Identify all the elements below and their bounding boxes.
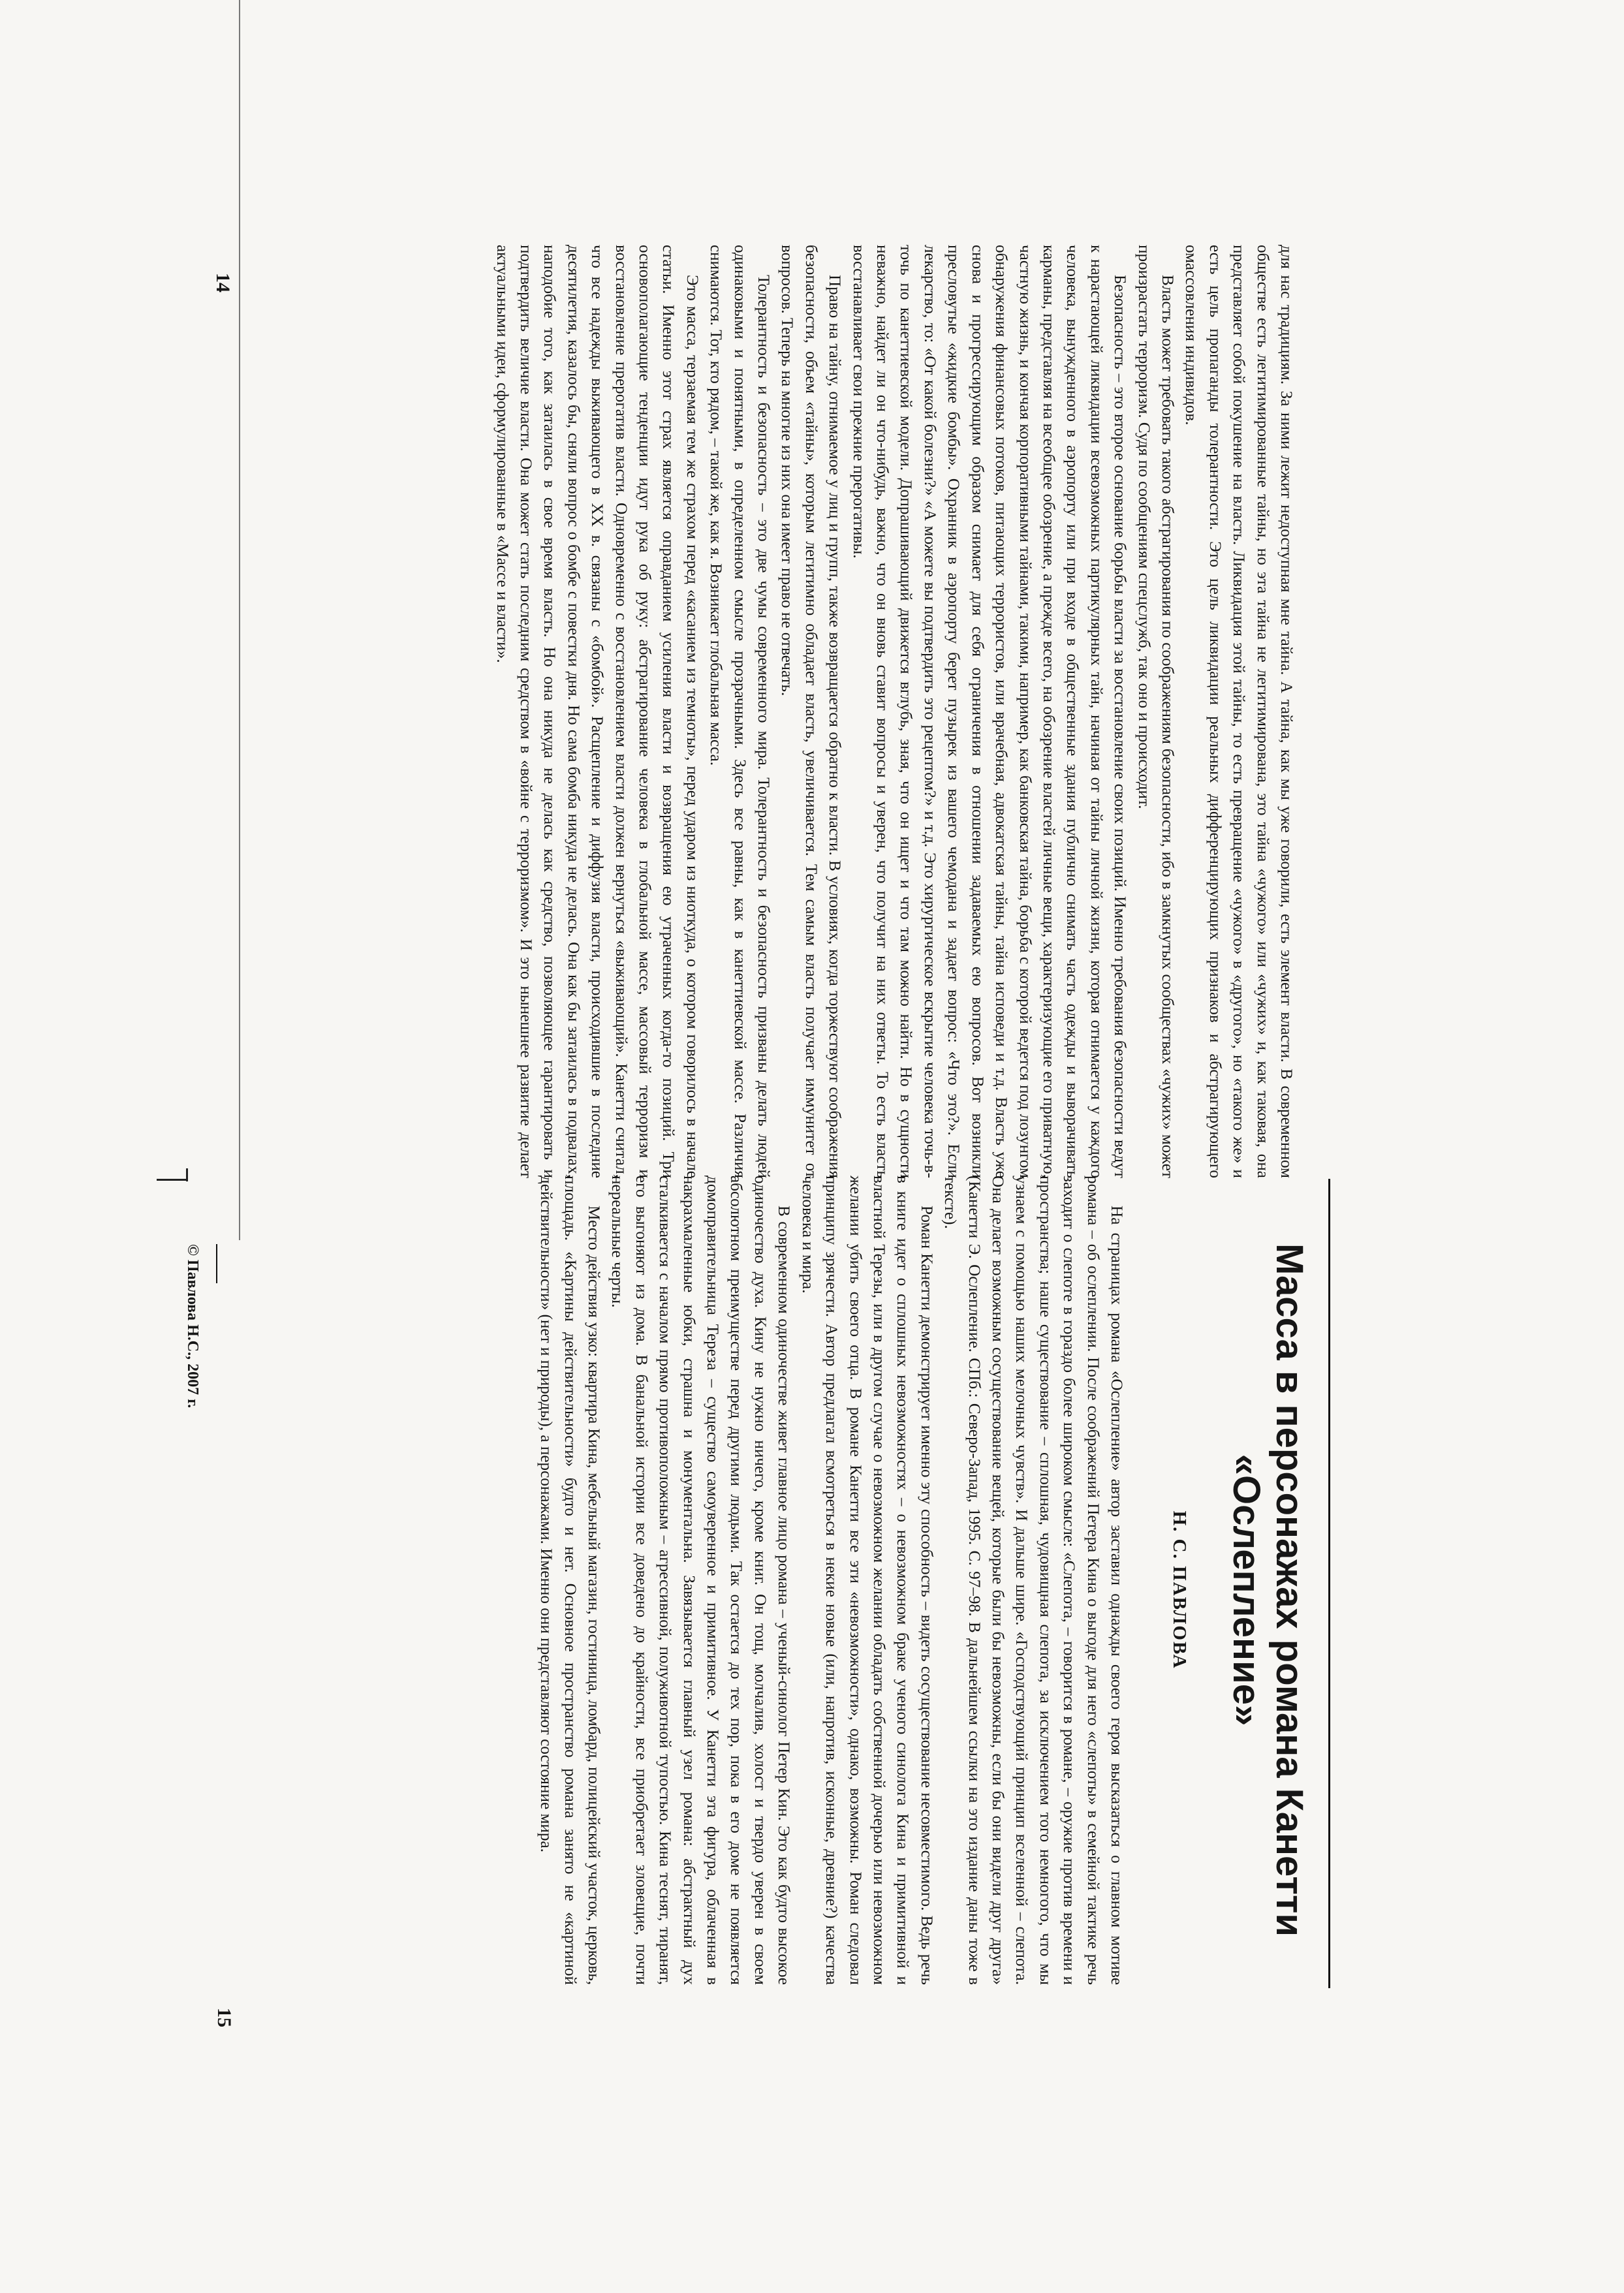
- paragraph: Власть может требовать такого абстрагирования по соображениям безопасности, ибо в замкнутых сообществах «чужих» может произрастать терроризм. Судя по сообщениям спецслужб, так оно и происходит.: [1134, 245, 1176, 1178]
- paragraph: Место действия узко: квартира Кина, мебельный магазин, гостиница, ломбард, полицейский участок, церковь, площадь. «Картины действительности» будто и нет. Основное пространство романа занято не «картиной действительности» (нет и природы), а персонажами. Именно они представляют состояние мира.: [537, 1176, 603, 1985]
- paragraph: Это масса, терзаемая тем же страхом перед «касанием из темноты», перед ударом из ниоткуда, о котором говорилось в начале статьи. Именно этот страх является оправданием усиления власти и возвращения ею утраченных когда-то позиций. Три основополагающие тенденции идут рука об руку: абстрагирование человека в глобальной массе, массовый терроризм и восстановление прерогатив власти. Одновременно с восстановлением власти должен вернуться «выживающий». Канетти считал, что все надежды выживающего в XX в. связаны с «бомбой». Расщепление и диффузия власти, происходившие в последние десятилетия, казалось бы, сняли вопрос о бомбе с повестки дня. Но сама бомба никуда не делась. Она как бы затаилась в подвалах, наподобие того, как затаилась в свое время власть. Но она никуда не делась как средство, позволяющее гарантировать и подтвердить величие власти. Она может стать последним средством в «войне с терроризмом». И это нынешнее развитие делает актуальными идеи, сформулированные в «Массе и власти».: [493, 245, 701, 1178]
- paragraph: Безопасность – это второе основание борьбы власти за восстановление своих позиций. Именно требования безопасности ведут к нарастающей ликвидации всевозможных партикулярных тайн, начиная от тайны личной жизни, которая отнимается у каждого человека, вынужденного в аэропорту или при входе в общественные здания публично снимать часть одежды и выворачивать карманы, представляя на всеобщее обозрение, а прежде всего, на обозрение властей личные вещи, характеризующие его приватную, частную жизнь, и кончая корпоративными тайнами, такими, например, как банковская тайна, борьба с которой ведется под лозунгом обнаружения финансовых потоков, питающих террористов, или врачебная, адвокатская тайны, тайна исповеди и т.д. Власть уже снова и прогрессирующим образом снимает для себя ограничения в отношении задаваемых ею вопросов. Вот возникли пресловутые «жидкие бомбы». Охранник в аэропорту берет пузырек из вашего чемодана и задает вопрос: «Что это?». Если лекарство, то: «От какой болезни?» «А можете вы подтвердить это рецептом?» и т.д. Это хирургическое вскрытие человека точь-в-точь по канеттиевской модели. Допрашивающий движется вглубь, зная, что он ищет и что там можно найти. Но в сущности неважно, найдет ли он что-нибудь, важно, что он вновь ставит вопросы и уверен, что получит на них ответы. То есть власть восстанавливает свои прежние прерогативы.: [849, 245, 1129, 1178]
- paragraph: Толерантность и безопасность – это две чумы современного мира. Толерантность и безопасность призваны делать людей одинаковыми и понятными, в определенном смысле прозрачными. Здесь все равны, как в канеттиевской массе. Различия снимаются. Тот, кто рядом, – такой же, как я. Возникает глобальная масса.: [707, 245, 773, 1178]
- paragraph: Роман Канетти демонстрирует именно эту способность – видеть сосуществование несовместимого. Ведь речь в книге идет о сплошных невозможностях – о невозможном браке ученого синолога Кина и примитивной и властной Терезы, или в другом случае о невозможном желании обладать собственной дочерью или невозможном желании убить своего отца. В романе Канетти все эти «невозможности», однако, возможны. Роман следовал принципу зрячести. Автор предлагал всмотреться в некие новые (или, напротив, исконные, древние?) качества человека и мира.: [798, 1176, 935, 1985]
- right-page-text: [534, 1176, 1128, 1985]
- copyright-note: © Павлова Н.С., 2007 г.: [184, 1244, 201, 1409]
- paragraph: Право на тайну, отнимаемое у лиц и групп, также возвращается обратно к власти. В условиях, когда торжествуют соображения безопасности, объем «тайны», которым легитимно обладает власть, увеличивается. Тем самым власть получает иммунитет от вопросов. Теперь на многие из них она имеет право не отвечать.: [778, 245, 844, 1178]
- footnote-rule: [216, 1244, 217, 1283]
- page-number: 14: [212, 273, 234, 292]
- article-author: Н. С. ПАВЛОВА: [1169, 1510, 1190, 1670]
- right-page: [0, 1146, 1624, 2293]
- article-title: Масса в персонажах романа Канетти «Ослепление»: [1225, 1243, 1311, 1937]
- paragraph: На страницах романа «Ослепление» автор заставил однажды своего героя высказаться о главном мотиве романа – об ослеплении. После соображений Петера Кина о выгоде для него «слепоты» в семейной тактике речь заходит о слепоте в гораздо более широком смысле: «Слепота, – говорится в романе, – оружие против времени и пространства; наше существование – сплошная, чудовищная слепота, за исключением того немногого, что мы узнаем с помощью наших мелочных чувств». И дальше шире. «Господствующий принцип вселенной – слепота. Она делает возможным сосуществование вещей, которые были бы невозможны, если бы они видели друг друга» (Канетти Э. Ослепление. СПб.: Северо-Запад, 1995. С. 97–98. В дальнейшем ссылки на это издание даны тоже в тексте).: [941, 1176, 1125, 1985]
- left-page-text: [490, 245, 1298, 1178]
- title-rule: [1328, 1179, 1330, 1988]
- paragraph: В современном одиночестве живет главное лицо романа – ученый-синолог Петер Кин. Это как будто высокое одиночество духа. Кину не нужно ничего, кроме книг. Он тощ, молчалив, холост и твердо уверен в своем абсолютном преимуществе перед другими людьми. Так остается до тех пор, пока в его доме не появляется домоправительница Тереза – существо самоуверенное и примитивное. У Канетти эта фигура, облаченная в накрахмаленные юбки, страшна и монументальна. Завязывается главный узел романа: абстрактный дух сталкивается с началом прямо противоположным – агрессивной, полуживотной тупостью. Кина теснят, тиранят, его выгоняют из дома. В банальной истории все доведено до крайности, все приобретает зловещие, почти нереальные черты.: [608, 1176, 793, 1985]
- page-number: 15: [213, 2008, 235, 2027]
- paragraph: для нас традициям. За ними лежит недоступная мне тайна. А тайна, как мы уже говорили, есть элемент власти. В современном обществе есть легитимированные тайны, но эта тайна не легитимирована, это тайна «чужого» или «чужих» и, как таковая, она представляет собой покушение на власть. Ликвидация этой тайны, то есть превращение «чужого» в «другого», но «такого же» и есть цель пропаганды толерантности. Это цель ликвидации реальных дифференцирующих признаков и абстрагирующего омассовления индивидов.: [1182, 245, 1295, 1178]
